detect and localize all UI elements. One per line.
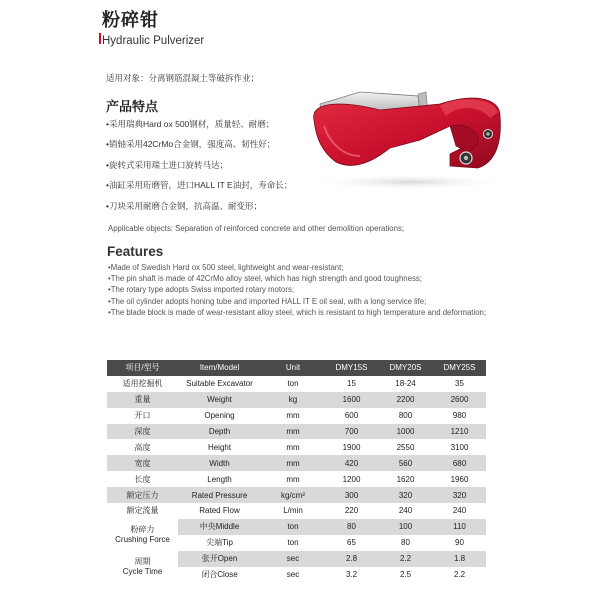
table-row: [107, 471, 486, 487]
title-accent-bar: [99, 33, 101, 44]
table-cell: 2.8: [325, 551, 378, 567]
table-cell: 65: [325, 535, 378, 551]
header-cell: DMY15S: [325, 360, 378, 376]
table-cell: 额定压力: [107, 487, 178, 503]
table-cell: kg: [261, 392, 325, 408]
table-cell: 18-24: [378, 376, 433, 392]
table-row: [107, 551, 486, 567]
table-cell: Height: [178, 439, 261, 455]
table-cell: 560: [378, 455, 433, 471]
table-cell: ton: [261, 535, 325, 551]
applicable-objects-zh: 适用对象：分离钢筋混凝土等破拆作业；: [106, 73, 260, 83]
feature-item-en: •The rotary type adopts Swiss imported rotary motors;: [108, 285, 295, 295]
table-cell: 80: [378, 535, 433, 551]
table-cell: 600: [325, 408, 378, 424]
crushing-force-label: [107, 519, 178, 551]
table-cell: 2.2: [433, 567, 486, 583]
table-cell: 35: [433, 376, 486, 392]
table-row: [107, 487, 486, 503]
feature-item-zh: •油缸采用珩磨管，进口HALL IT E油封，寿命长；: [106, 180, 293, 191]
features-heading-en: Features: [107, 244, 164, 259]
table-cell: ton: [261, 519, 325, 535]
table-cell: 长度: [107, 471, 178, 487]
table-cell: Rated Pressure: [178, 487, 261, 503]
header-cell: Unit: [261, 360, 325, 376]
table-cell: mm: [261, 439, 325, 455]
cycle-time-label: [107, 551, 178, 583]
table-cell: mm: [261, 408, 325, 424]
table-cell: 3.2: [325, 567, 378, 583]
features-heading-zh: 产品特点: [106, 99, 159, 114]
table-cell: 1.8: [433, 551, 486, 567]
table-cell: 110: [433, 519, 486, 535]
feature-item-zh: •采用瑞典Hard ox 500钢材，质量轻、耐磨；: [106, 119, 275, 129]
table-cell: 15: [325, 376, 378, 392]
table-cell: 100: [378, 519, 433, 535]
table-cell: Depth: [178, 424, 261, 440]
table-cell: 320: [378, 487, 433, 503]
table-cell: 220: [325, 503, 378, 519]
ground-shadow: [310, 174, 510, 190]
features-list-en: [108, 262, 493, 318]
table-cell: 1600: [325, 392, 378, 408]
table-cell: 1200: [325, 471, 378, 487]
table-cell: 闭合Close: [178, 567, 261, 583]
table-row: [107, 424, 486, 440]
header-cell: DMY25S: [433, 360, 486, 376]
table-cell: 80: [325, 519, 378, 535]
table-header-row: [107, 360, 486, 376]
table-cell: 高度: [107, 439, 178, 455]
table-cell: Opening: [178, 408, 261, 424]
cycle-time-label-en: Cycle Time: [122, 566, 163, 576]
applicable-objects-en: Applicable objects: Separation of reinforced concrete and other demolition operations;: [108, 224, 405, 233]
feature-item-zh: •刀块采用耐磨合金钢，抗高温、耐变形；: [106, 200, 262, 211]
table-row: [107, 439, 486, 455]
table-cell: Width: [178, 455, 261, 471]
table-cell: mm: [261, 424, 325, 440]
table-cell: 3100: [433, 439, 486, 455]
header-cell: 项目/型号: [107, 360, 178, 376]
feature-item-en: •The pin shaft is made of 42CrMo alloy steel, which has high strength and good toughness;: [108, 274, 422, 284]
crushing-force-label-zh: 粉碎力: [130, 524, 155, 534]
feature-item-en: •The blade block is made of wear-resistant alloy steel, which is resistant to high temperature and deformation;: [108, 307, 487, 317]
table-cell: Length: [178, 471, 261, 487]
cycle-time-label-zh: 周期: [134, 556, 151, 566]
page-title-en: Hydraulic Pulverizer: [102, 35, 205, 47]
table-cell: sec: [261, 567, 325, 583]
table-cell: 700: [325, 424, 378, 440]
table-row: [107, 392, 486, 408]
table-row: [107, 503, 486, 519]
table-cell: Rated Flow: [178, 503, 261, 519]
table-cell: 1900: [325, 439, 378, 455]
header-cell: Item/Model: [178, 360, 261, 376]
table-cell: 2550: [378, 439, 433, 455]
table-cell: sec: [261, 551, 325, 567]
table-cell: 中央Middle: [178, 519, 261, 535]
table-cell: 适用挖掘机: [107, 376, 178, 392]
table-cell: 深度: [107, 424, 178, 440]
table-cell: 1210: [433, 424, 486, 440]
table-cell: L/min: [261, 503, 325, 519]
table-cell: 420: [325, 455, 378, 471]
table-cell: 1620: [378, 471, 433, 487]
table-cell: 800: [378, 408, 433, 424]
table-cell: 90: [433, 535, 486, 551]
table-cell: 240: [433, 503, 486, 519]
table-cell: 开口: [107, 408, 178, 424]
table-cell: ton: [261, 376, 325, 392]
table-cell: Suitable Excavator: [178, 376, 261, 392]
specification-table: [107, 360, 486, 582]
table-cell: 320: [433, 487, 486, 503]
table-cell: kg/cm²: [261, 487, 325, 503]
table-cell: mm: [261, 471, 325, 487]
table-cell: mm: [261, 455, 325, 471]
table-cell: Weight: [178, 392, 261, 408]
table-row: [107, 376, 486, 392]
feature-item-zh: •销轴采用42CrMo合金钢，强度高、韧性好；: [106, 139, 276, 150]
table-cell: 额定流量: [107, 503, 178, 519]
header-cell: DMY20S: [378, 360, 433, 376]
table-row: [107, 408, 486, 424]
page-title-zh: 粉碎钳: [102, 10, 159, 30]
table-cell: 2200: [378, 392, 433, 408]
table-cell: 重量: [107, 392, 178, 408]
table-cell: 680: [433, 455, 486, 471]
feature-item-zh: •旋转式采用瑞士进口旋转马达；: [106, 159, 228, 170]
crushing-force-label-en: Crushing Force: [115, 534, 170, 544]
feature-item-en: •Made of Swedish Hard ox 500 steel, lightweight and wear-resistant;: [108, 263, 344, 272]
table-cell: 2600: [433, 392, 486, 408]
table-cell: 300: [325, 487, 378, 503]
table-cell: 1960: [433, 471, 486, 487]
table-cell: 2.2: [378, 551, 433, 567]
hydraulic-pulverizer-image: [300, 82, 515, 192]
feature-item-en: •The oil cylinder adopts honing tube and imported HALL IT E oil seal, with a long service life;: [108, 296, 427, 306]
table-cell: 240: [378, 503, 433, 519]
table-cell: 2.5: [378, 567, 433, 583]
table-row: [107, 455, 486, 471]
table-cell: 张开Open: [178, 551, 261, 567]
features-list-zh: [106, 114, 292, 216]
table-cell: 尖端Tip: [178, 535, 261, 551]
table-cell: 宽度: [107, 455, 178, 471]
table-cell: 980: [433, 408, 486, 424]
title-block: [102, 10, 204, 48]
table-cell: 1000: [378, 424, 433, 440]
table-row: [107, 519, 486, 535]
